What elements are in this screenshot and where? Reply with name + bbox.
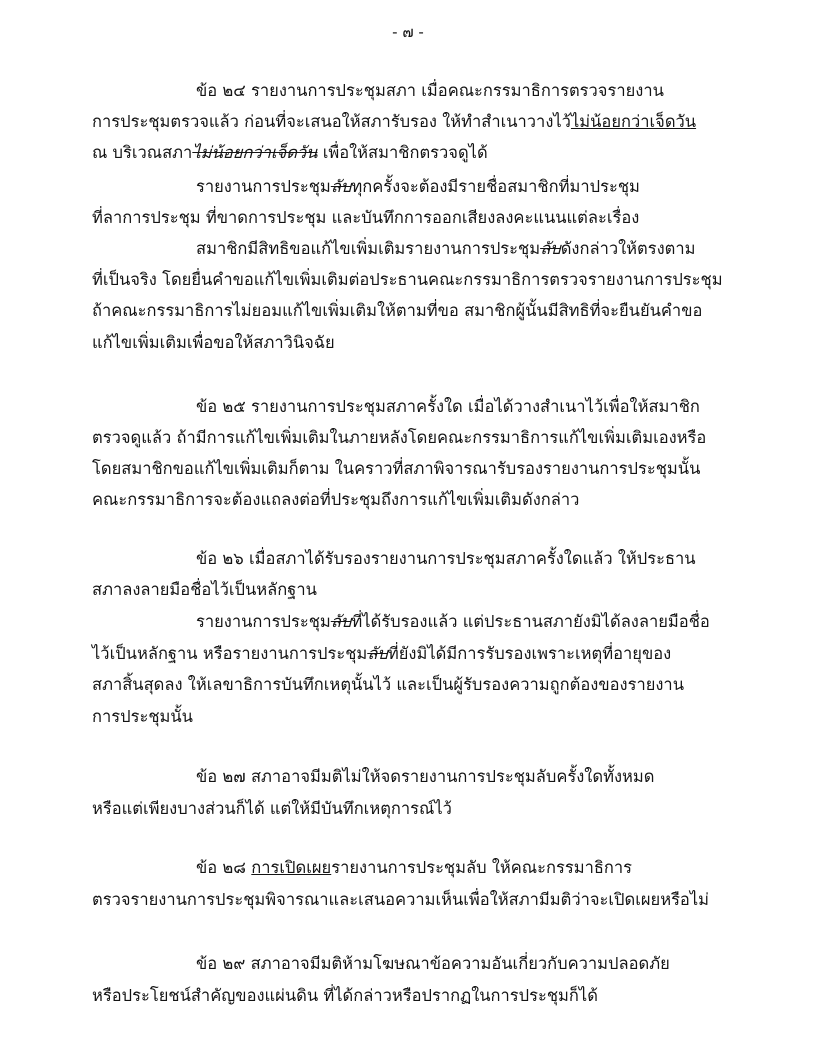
text-line: โดยสมาชิกขอแก้ไขเพิ่มเติมก็ตาม ในคราวที่สภาพิจารณารับรองรายงานการประชุมนั้น [92,459,701,478]
text-line: ณ บริเวณสภาไม่น้อยกว่าเจ็ดวัน เพื่อให้สมาชิกตรวจดูได้ [92,143,488,162]
text-line: ข้อ ๒๔ รายงานการประชุมสภา เมื่อคณะกรรมาธิการตรวจรายงาน [196,81,664,100]
text-line: ไว้เป็นหลักฐาน หรือรายงานการประชุมลับที่ยังมิได้มีการรับรองเพราะเหตุที่อายุของ [92,644,672,663]
text-line: การประชุมตรวจแล้ว ก่อนที่จะเสนอให้สภารับรอง ให้ทำสำเนาวางไว้ไม่น้อยกว่าเจ็ดวัน [92,112,697,131]
struck-text: ลับ [330,612,352,631]
struck-text: ลับ [330,177,352,196]
struck-text: ลับ [367,644,388,663]
text-line: การประชุมนั้น [92,707,193,726]
text-line: ตรวจรายงานการประชุมพิจารณาและเสนอความเห็นเพื่อให้สภามีมติว่าจะเปิดเผยหรือไม่ [92,890,710,909]
text-line: ที่ลาการประชุม ที่ขาดการประชุม และบันทึกการออกเสียงลงคะแนนแต่ละเรื่อง [92,208,640,227]
underlined-text: การเปิดเผย [251,858,332,877]
text-line: ข้อ ๒๙ สภาอาจมีมติห้ามโฆษณาข้อความอันเกี่ยวกับความปลอดภัย [196,954,670,973]
text-line: ข้อ ๒๕ รายงานการประชุมสภาครั้งใด เมื่อได้วางสำเนาไว้เพื่อให้สมาชิก [196,397,700,416]
text-line: ข้อ ๒๘ การเปิดเผยรายงานการประชุมลับ ให้คณะกรรมาธิการ [196,858,633,877]
text-line: แก้ไขเพิ่มเติมเพื่อขอให้สภาวินิจฉัย [92,333,335,352]
text-line: สภาลงลายมือชื่อไว้เป็นหลักฐาน [92,580,317,599]
text-line: หรือประโยชน์สำคัญของแผ่นดิน ที่ได้กล่าวหรือปรากฏในการประชุมก็ได้ [92,986,598,1005]
text-line: ข้อ ๒๗ สภาอาจมีมติไม่ให้จดรายงานการประชุมลับครั้งใดทั้งหมด [196,767,655,786]
page-number: - ๗ - [392,23,424,41]
text-line: หรือแต่เพียงบางส่วนก็ได้ แต่ให้มีบันทึกเหตุการณ์ไว้ [92,799,452,818]
text-line: รายงานการประชุมลับที่ได้รับรองแล้ว แต่ประธานสภายังมิได้ลงลายมือชื่อ [196,612,710,631]
struck-text: ลับ [540,239,561,258]
text-line: ถ้าคณะกรรมาธิการไม่ยอมแก้ไขเพิ่มเติมให้ตามที่ขอ สมาชิกผู้นั้นมีสิทธิที่จะยืนยันคำขอ [92,301,703,320]
text-line: คณะกรรมาธิการจะต้องแถลงต่อที่ประชุมถึงการแก้ไขเพิ่มเติมดังกล่าว [92,490,580,509]
text-line: ข้อ ๒๖ เมื่อสภาได้รับรองรายงานการประชุมสภาครั้งใดแล้ว ให้ประธาน [196,549,696,568]
text-line: ตรวจดูแล้ว ถ้ามีการแก้ไขเพิ่มเติมในภายหลังโดยคณะกรรมาธิการแก้ไขเพิ่มเติมเองหรือ [92,428,707,447]
underlined-text: ไม่น้อยกว่าเจ็ดวัน [570,112,697,131]
text-line: รายงานการประชุมลับทุกครั้งจะต้องมีรายชื่อสมาชิกที่มาประชุม [196,177,640,196]
text-line: ที่เป็นจริง โดยยื่นคำขอแก้ไขเพิ่มเติมต่อประธานคณะกรรมาธิการตรวจรายงานการประชุม [92,270,723,289]
struck-text: ไม่น้อยกว่าเจ็ดวัน [192,143,318,162]
text-line: สภาสิ้นสุดลง ให้เลขาธิการบันทึกเหตุนั้นไว้ และเป็นผู้รับรองความถูกต้องของรายงาน [92,675,684,694]
text-line: สมาชิกมีสิทธิขอแก้ไขเพิ่มเติมรายงานการประชุมลับดังกล่าวให้ตรงตาม [196,239,696,258]
